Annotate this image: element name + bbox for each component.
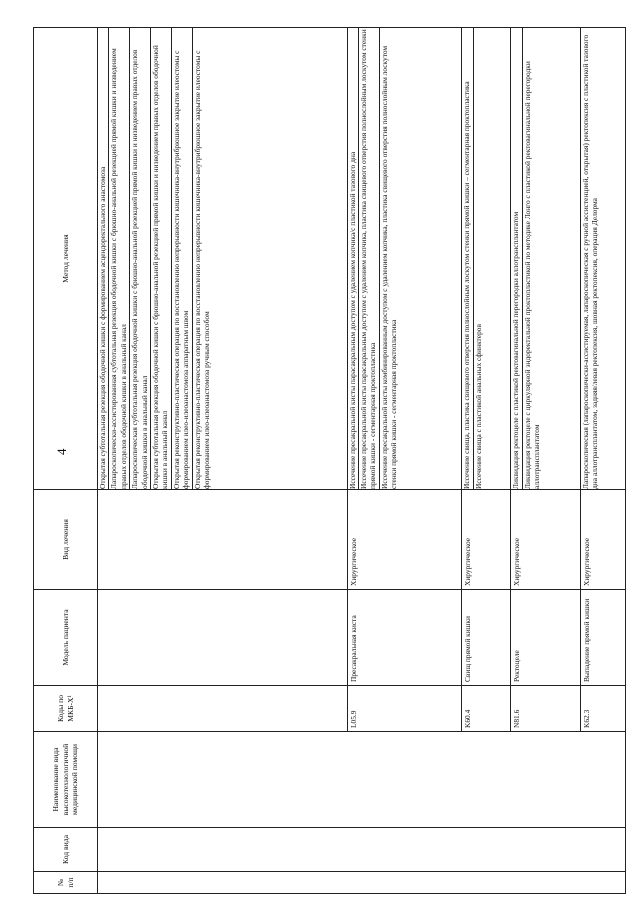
- method-item: Лапароскопическая (лапароскопически-ассистируемая, лапароскопическая с ручной ассистенцией, открытая) ректопексия с пластикой тазового дна аллотрансплантатом, задняя/левая ректопексия, шовная ректопексия, операция Делорма: [580, 34, 600, 489]
- cell-model: Свищ прямой кишки: [462, 590, 511, 686]
- cell-treatment: [98, 490, 348, 590]
- cell-type-name: [98, 732, 626, 828]
- table-row: [98, 28, 348, 894]
- method-item: Иссечение пресакральной кисты парасакральным доступом с удалением копчика/с пластикой тазового дна: [348, 28, 359, 489]
- method-item: Иссечение пресакральной кисты комбинированным доступом с удалением копчика, пластика свищевого отверстия полнослойным лоскутом стенки прямой кишки - сегментарная проктопластика: [379, 45, 399, 489]
- cell-icd: [98, 686, 348, 732]
- treatment-table: [33, 27, 626, 894]
- method-item: Открытая реконструктивно-пластическая операция по восстановлению непрерывности кишечника-внутрибрюшное закрытие илеостомы с формированием илео-илеоанастомоза ручным способом: [192, 50, 212, 489]
- method-item: Открытая субтотальная резекция ободочной кишки с формированием асцендоректального анастомоза: [98, 28, 109, 489]
- cell-icd: N81.6: [511, 686, 581, 732]
- method-item: Иссечение свища с пластикой анальных сфинктеров: [473, 324, 483, 489]
- method-item: Ликвидация ректоцеле с циркулярной эндоректальной проктопластикой по методике Лонго с пластикой ректовагинальной перегородки аллотрансплантатом: [522, 61, 542, 489]
- cell-model: Выпадение прямой кишки: [580, 590, 625, 686]
- method-item: Ликвидация ректоцеле с пластикой ректовагинальной перегородки аллотрансплантатом: [511, 28, 522, 489]
- header-num: № п/п: [34, 872, 98, 894]
- cell-model: [98, 590, 348, 686]
- cell-treatment: Хирургическое: [462, 490, 511, 590]
- cell-icd: K62.3: [580, 686, 625, 732]
- header-icd: Коды по МКБ-X¹: [34, 686, 98, 732]
- cell-methods: [462, 28, 511, 490]
- cell-treatment: Хирургическое: [347, 490, 462, 590]
- header-type-code: Код вида: [34, 828, 98, 872]
- method-item: Открытая реконструктивно-пластическая операция по восстановлению непрерывности кишечника-внутрибрюшное закрытие илеостомы с формированием илео-илеоанастомоза аппаратным швом: [172, 28, 193, 489]
- header-method: Метод лечения: [34, 28, 98, 490]
- cell-num: [98, 872, 626, 894]
- method-item: Лапароскопическая субтотальная резекция ободочной кишки с брюшно-анальной резекцией прямой кишки и низведением правых отделов ободочной кишки в анальный канал: [130, 28, 151, 489]
- cell-methods: [511, 28, 581, 490]
- cell-methods: [347, 28, 462, 490]
- header-treatment: Вид лечения: [34, 490, 98, 590]
- rotated-page-content: [33, 28, 626, 894]
- cell-model: Ректоцеле: [511, 590, 581, 686]
- cell-icd: L05.9: [347, 686, 462, 732]
- method-item: Открытая субтотальная резекция ободочной кишки с брюшно-анальной резекцией прямой кишки и низведением правых отделов ободочной кишки в анальный канал: [151, 28, 172, 489]
- cell-treatment: Хирургическое: [511, 490, 581, 590]
- header-model: Модель пациента: [34, 590, 98, 686]
- cell-treatment: Хирургическое: [580, 490, 625, 590]
- cell-methods: [580, 28, 625, 490]
- header-type-name: Наименование вида высокотехнологичной медицинской помощи: [34, 732, 98, 828]
- cell-icd: K60.4: [462, 686, 511, 732]
- method-item: Лапароскопически-ассистированная субтотальная резекция ободочной кишки с брюшно-анальной резекцией прямой кишки и низведением правых отделов ободочной кишки в анальный канал: [109, 28, 130, 489]
- header-row: [34, 28, 98, 894]
- cell-model: Пресакральная киста: [347, 590, 462, 686]
- cell-methods: [98, 28, 348, 490]
- cell-type-code: [98, 828, 626, 872]
- method-item: Иссечение свища, пластика свищевого отверстия полнослойным лоскутом стенки прямой кишки – сегментарная проктопластика: [462, 28, 473, 489]
- method-item: Иссечение пресакральной кисты парасакральным доступом с удалением копчика, пластика свищевого отверстия полнослойным лоскутом стенки прямой кишки - сегментарная проктопластика: [359, 28, 380, 489]
- page-number: 4: [54, 448, 69, 455]
